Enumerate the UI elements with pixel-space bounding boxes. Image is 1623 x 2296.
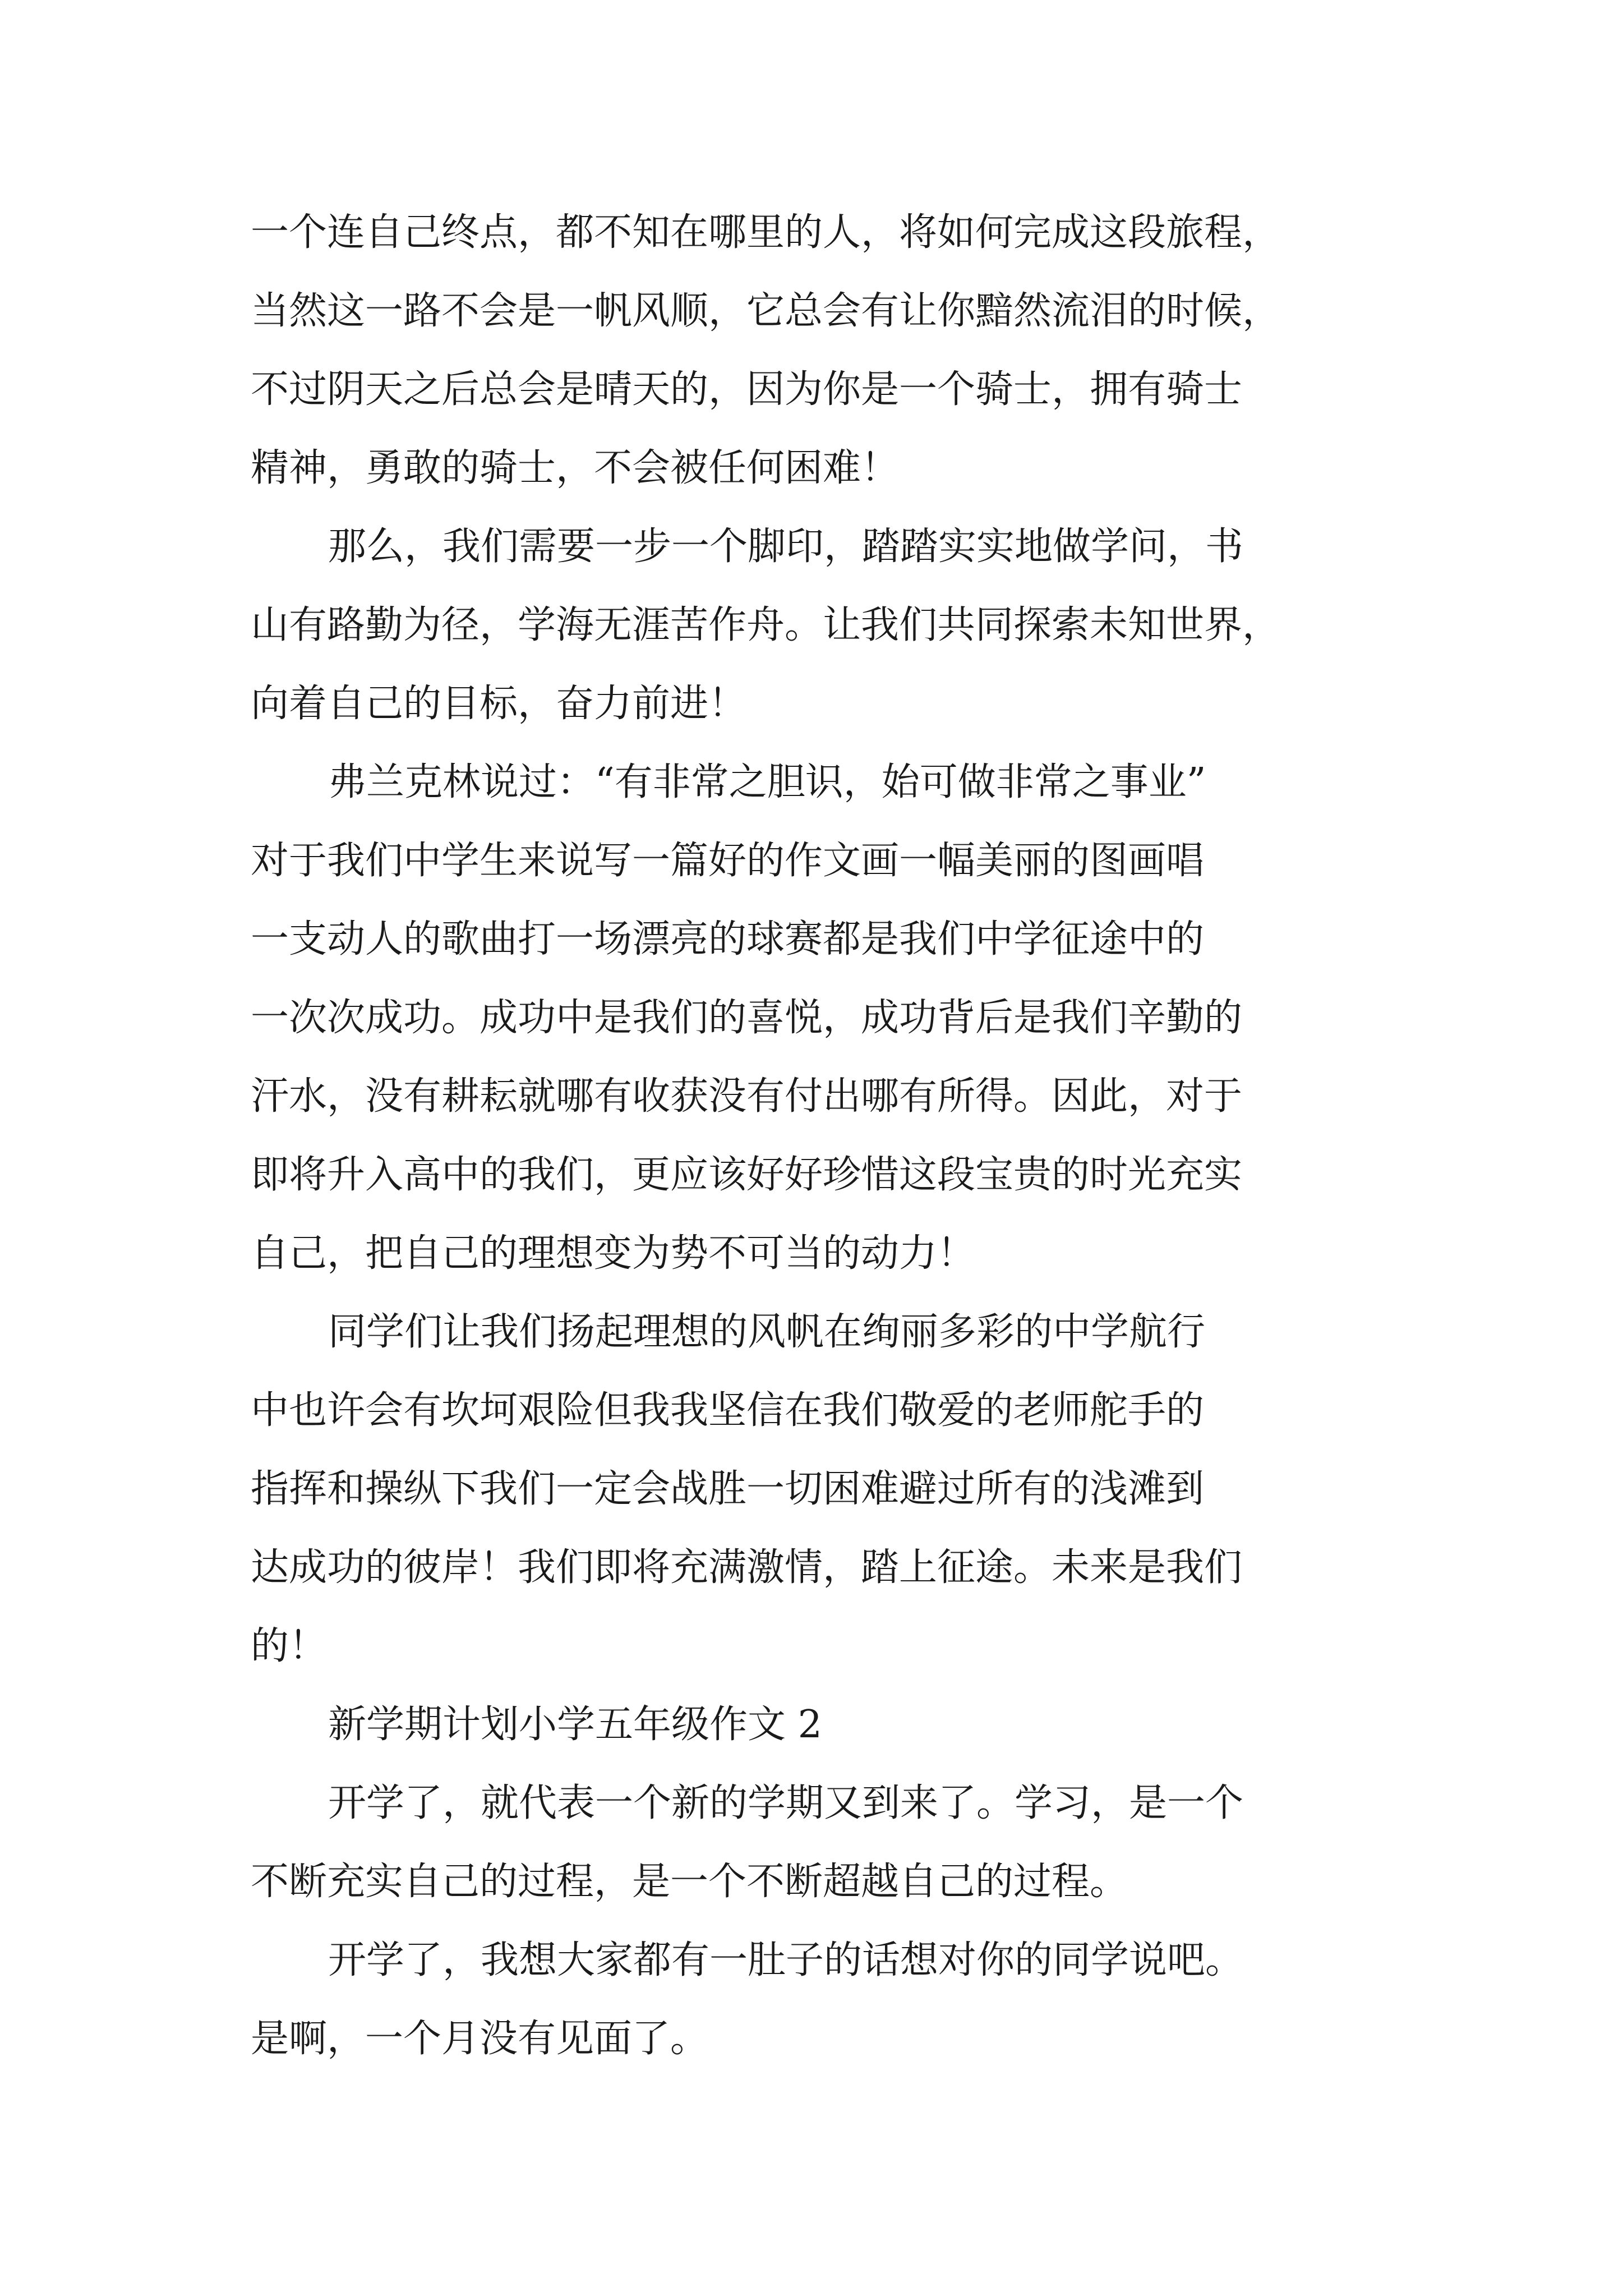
text-line: 对于我们中学生来说写一篇好的作文画一幅美丽的图画唱 [251,839,1205,883]
text-line: 向着自己的目标，奋力前进！ [251,682,747,726]
text-line: 山有路勤为径，学海无涯苦作舟。让我们共同探索未知世界， [251,603,1281,647]
text-line: 自己，把自己的理想变为势不可当的动力！ [251,1231,976,1276]
text-line: 同学们让我们扬起理想的风帆在绚丽多彩的中学航行 [328,1310,1206,1354]
text-line: 一支动人的歌曲打一场漂亮的球赛都是我们中学征途中的 [251,917,1205,961]
text-line: 即将升入高中的我们，更应该好好珍惜这段宝贵的时光充实 [251,1153,1243,1197]
text-line: 的！ [251,1624,328,1668]
text-line: 精神，勇敢的骑士，不会被任何困难！ [251,446,900,490]
text-line: 那么，我们需要一步一个脚印，踏踏实实地做学问，书 [328,524,1244,569]
text-line: 汗水，没有耕耘就哪有收获没有付出哪有所得。因此，对于 [251,1074,1243,1119]
text-line: 一次次成功。成功中是我们的喜悦，成功背后是我们辛勤的 [251,996,1243,1040]
text-line: 不断充实自己的过程，是一个不断超越自己的过程。 [251,1860,1128,1904]
text-line: 当然这一路不会是一帆风顺，它总会有让你黯然流泪的时候， [251,289,1281,333]
text-line: 开学了，我想大家都有一肚子的话想对你的同学说吧。 [328,1938,1244,1982]
text-line: 不过阴天之后总会是晴天的，因为你是一个骑士，拥有骑士 [251,367,1243,412]
text-line: 一个连自己终点，都不知在哪里的人，将如何完成这段旅程， [251,210,1281,255]
text-line: 弗兰克林说过：“有非常之胆识，始可做非常之事业” [328,760,1206,804]
document-body [251,194,1428,2078]
text-line: 指挥和操纵下我们一定会战胜一切困难避过所有的浅滩到 [251,1467,1205,1511]
text-line: 是啊，一个月没有见面了。 [251,2017,709,2061]
section-heading: 新学期计划小学五年级作文 2 [328,1703,822,1747]
text-line: 达成功的彼岸！我们即将充满激情，踏上征途。未来是我们 [251,1545,1243,1590]
text-line: 中也许会有坎坷艰险但我我坚信在我们敬爱的老师舵手的 [251,1388,1205,1433]
text-line: 开学了，就代表一个新的学期又到来了。学习，是一个 [328,1781,1244,1825]
